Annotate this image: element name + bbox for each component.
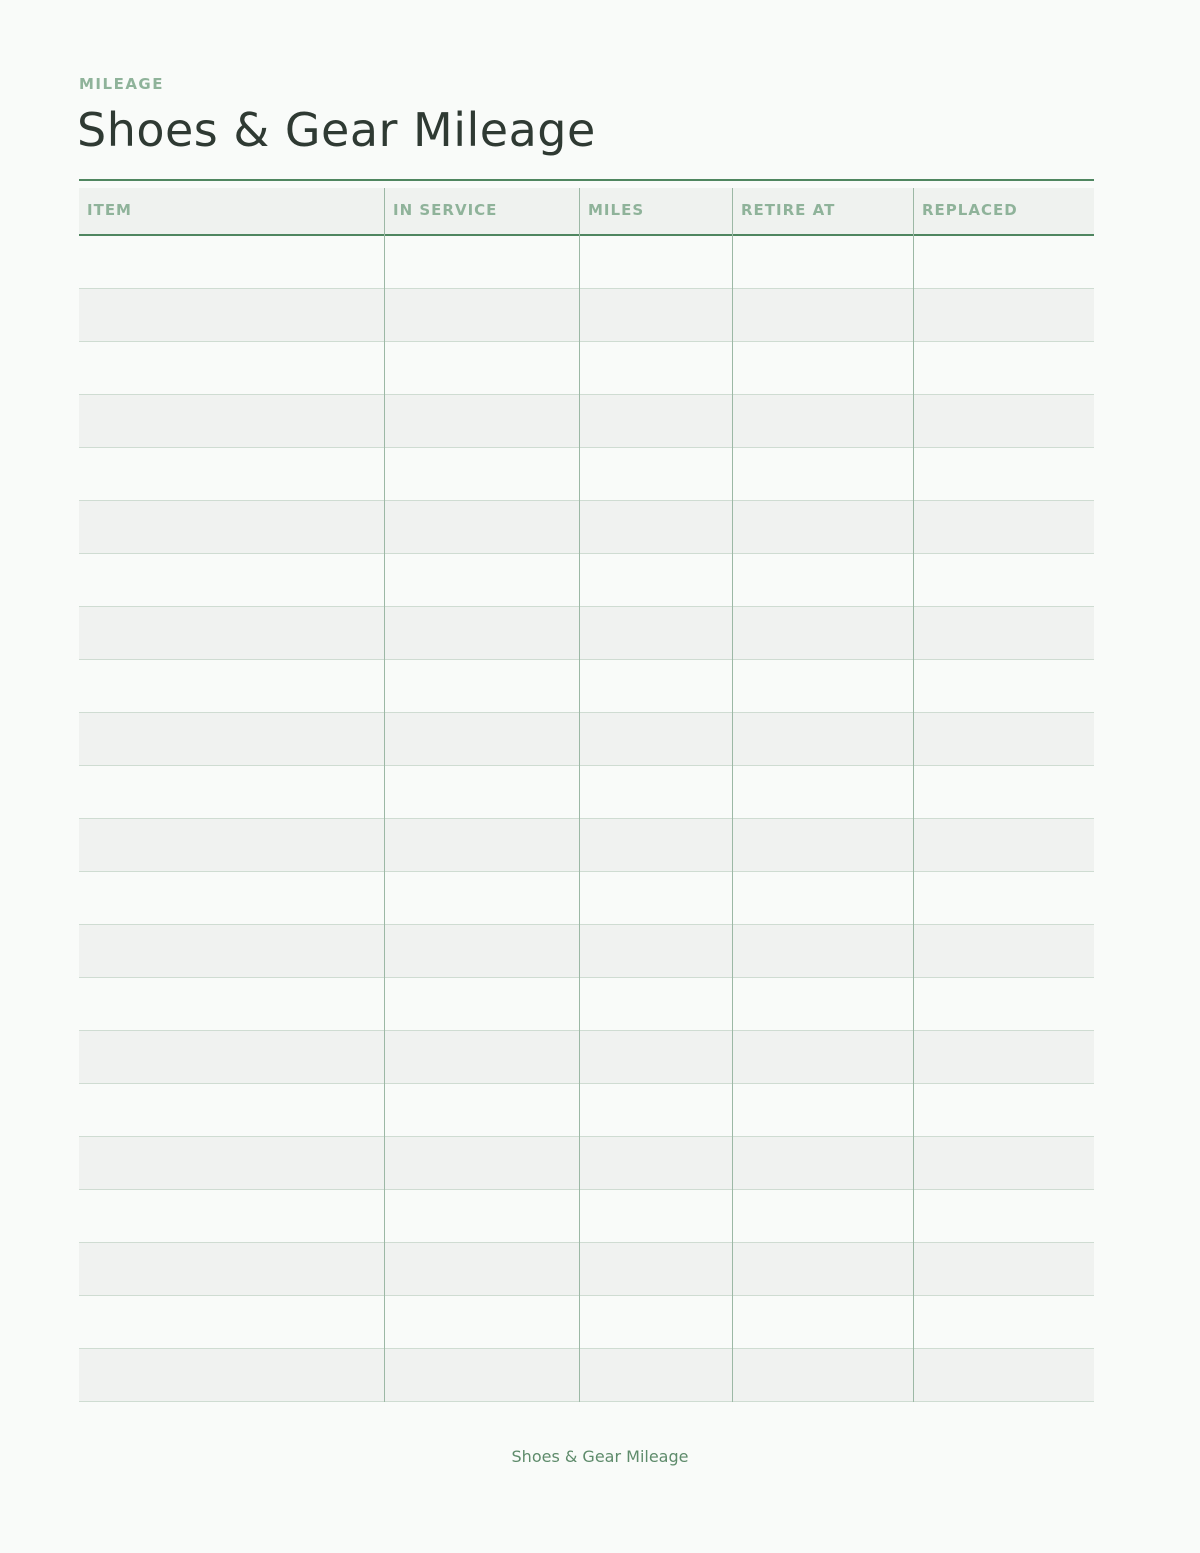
- table-row[interactable]: [79, 1137, 1094, 1190]
- column-divider: [732, 188, 733, 1402]
- table-row[interactable]: [79, 713, 1094, 766]
- column-header-item: ITEM: [87, 201, 132, 219]
- table-row[interactable]: [79, 766, 1094, 819]
- table-row[interactable]: [79, 872, 1094, 925]
- column-divider: [384, 188, 385, 1402]
- column-divider: [579, 188, 580, 1402]
- table-row[interactable]: [79, 819, 1094, 872]
- title-divider: [79, 179, 1094, 181]
- table-row[interactable]: [79, 342, 1094, 395]
- table-row[interactable]: [79, 448, 1094, 501]
- column-header-miles: MILES: [588, 201, 645, 219]
- table-row[interactable]: [79, 289, 1094, 342]
- table-row[interactable]: [79, 1243, 1094, 1296]
- column-header-replaced: REPLACED: [922, 201, 1018, 219]
- table-row[interactable]: [79, 978, 1094, 1031]
- table-row[interactable]: [79, 925, 1094, 978]
- mileage-table: [79, 188, 1094, 1402]
- table-row[interactable]: [79, 660, 1094, 713]
- table-row[interactable]: [79, 554, 1094, 607]
- table-header-row: [79, 188, 1094, 236]
- table-row[interactable]: [79, 1084, 1094, 1137]
- table-row[interactable]: [79, 1349, 1094, 1402]
- page-footer: Shoes & Gear Mileage: [511, 1447, 689, 1466]
- section-eyebrow: MILEAGE: [79, 75, 164, 93]
- table-row[interactable]: [79, 1296, 1094, 1349]
- table-row[interactable]: [79, 501, 1094, 554]
- table-row[interactable]: [79, 395, 1094, 448]
- table-row[interactable]: [79, 1190, 1094, 1243]
- column-divider: [913, 188, 914, 1402]
- page-title: Shoes & Gear Mileage: [77, 103, 596, 157]
- column-header-in-service: IN SERVICE: [393, 201, 498, 219]
- column-header-retire-at: RETIRE AT: [741, 201, 836, 219]
- table-row[interactable]: [79, 1031, 1094, 1084]
- table-row[interactable]: [79, 236, 1094, 289]
- table-row[interactable]: [79, 607, 1094, 660]
- table-body: [79, 236, 1094, 1402]
